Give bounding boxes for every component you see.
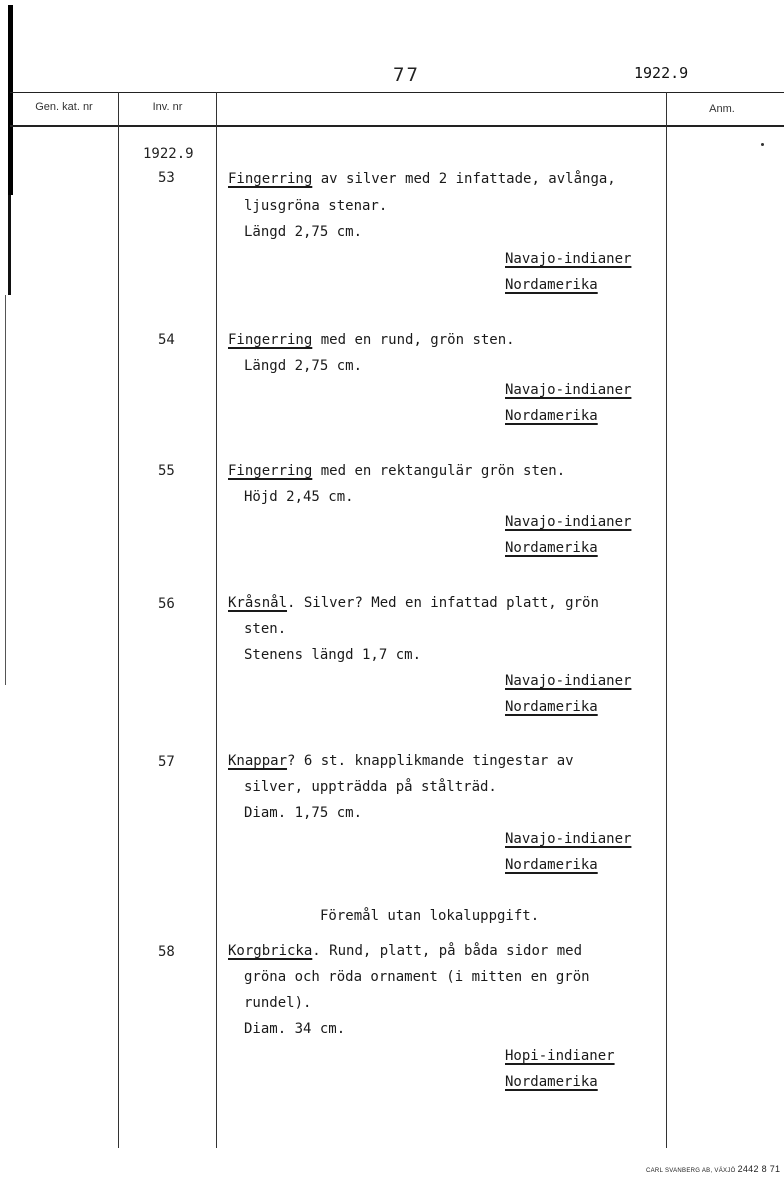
- entry-description: [228, 327, 515, 353]
- description-line: Stenens längd 1,7 cm.: [244, 647, 422, 663]
- ethnic-group: Navajo-indianer: [505, 382, 632, 398]
- description-line: sten.: [244, 621, 287, 637]
- form-code: 2442 8 71: [737, 1164, 781, 1174]
- ethnic-group: Navajo-indianer: [505, 831, 632, 847]
- ethnic-group: Navajo-indianer: [505, 251, 632, 267]
- object-name: Knappar: [228, 753, 288, 769]
- column-header-inv-nr: Inv. nr: [152, 101, 183, 113]
- inventory-number: 54: [158, 332, 175, 348]
- collection-number: 1922.9: [143, 146, 194, 162]
- inventory-number: 55: [158, 463, 175, 479]
- entry-description: [228, 748, 574, 774]
- region: Nordamerika: [505, 699, 598, 715]
- region: Nordamerika: [505, 857, 598, 873]
- inventory-number: 53: [158, 170, 175, 186]
- description-text: med en rektangulär grön sten.: [312, 463, 566, 479]
- ethnic-group: Navajo-indianer: [505, 673, 632, 689]
- inventory-number: 56: [158, 596, 175, 612]
- header-bottom-rule: [10, 125, 784, 127]
- description-text: . Silver? Med en infattad platt, grön: [287, 595, 599, 611]
- description-text: med en rund, grön sten.: [312, 332, 515, 348]
- binding-margin-bar: [8, 5, 13, 195]
- section-heading: Föremål utan lokaluppgift.: [320, 908, 540, 924]
- printer-name: CARL SVANBERG AB, VÄXJÖ: [646, 1168, 736, 1174]
- column-rule: [216, 92, 217, 1148]
- column-header-anm: Anm.: [709, 103, 735, 115]
- entry-description: [228, 590, 599, 616]
- inventory-number: 58: [158, 944, 175, 960]
- description-line: gröna och röda ornament (i mitten en grön: [244, 969, 590, 985]
- entry-description: [228, 166, 616, 192]
- object-name: Fingerring: [228, 463, 313, 479]
- region: Nordamerika: [505, 408, 598, 424]
- object-name: Kråsnål: [228, 595, 288, 611]
- ethnic-group: Navajo-indianer: [505, 514, 632, 530]
- page-reference: 1922.9: [634, 64, 689, 82]
- object-name: Fingerring: [228, 332, 313, 348]
- ethnic-group: Hopi-indianer: [505, 1048, 615, 1064]
- binding-margin-bar: [8, 195, 11, 295]
- description-line: silver, uppträdda på stålträd.: [244, 779, 497, 795]
- column-header-gen-kat-nr: Gen. kat. nr: [35, 101, 93, 113]
- description-text: . Rund, platt, på båda sidor med: [312, 943, 583, 959]
- object-name: Fingerring: [228, 171, 313, 187]
- inventory-number: 57: [158, 754, 175, 770]
- page-number: 77: [393, 64, 420, 86]
- description-line: Längd 2,75 cm.: [244, 358, 363, 374]
- binding-margin-bar: [5, 295, 6, 685]
- description-text: av silver med 2 infattade, avlånga,: [312, 171, 616, 187]
- object-name: Korgbricka: [228, 943, 313, 959]
- region: Nordamerika: [505, 1074, 598, 1090]
- description-line: Diam. 1,75 cm.: [244, 805, 363, 821]
- printer-imprint: [646, 1164, 780, 1174]
- entry-description: [228, 938, 582, 964]
- ink-mark: [761, 143, 764, 146]
- description-line: rundel).: [244, 995, 312, 1011]
- description-line: Diam. 34 cm.: [244, 1021, 346, 1037]
- description-line: Längd 2,75 cm.: [244, 224, 363, 240]
- entry-description: [228, 458, 565, 484]
- column-rule: [666, 92, 667, 1148]
- description-line: ljusgröna stenar.: [244, 198, 388, 214]
- region: Nordamerika: [505, 277, 598, 293]
- description-text: ? 6 st. knapplikmande tingestar av: [287, 753, 574, 769]
- column-rule: [118, 92, 119, 1148]
- region: Nordamerika: [505, 540, 598, 556]
- header-top-rule: [10, 92, 784, 93]
- description-line: Höjd 2,45 cm.: [244, 489, 354, 505]
